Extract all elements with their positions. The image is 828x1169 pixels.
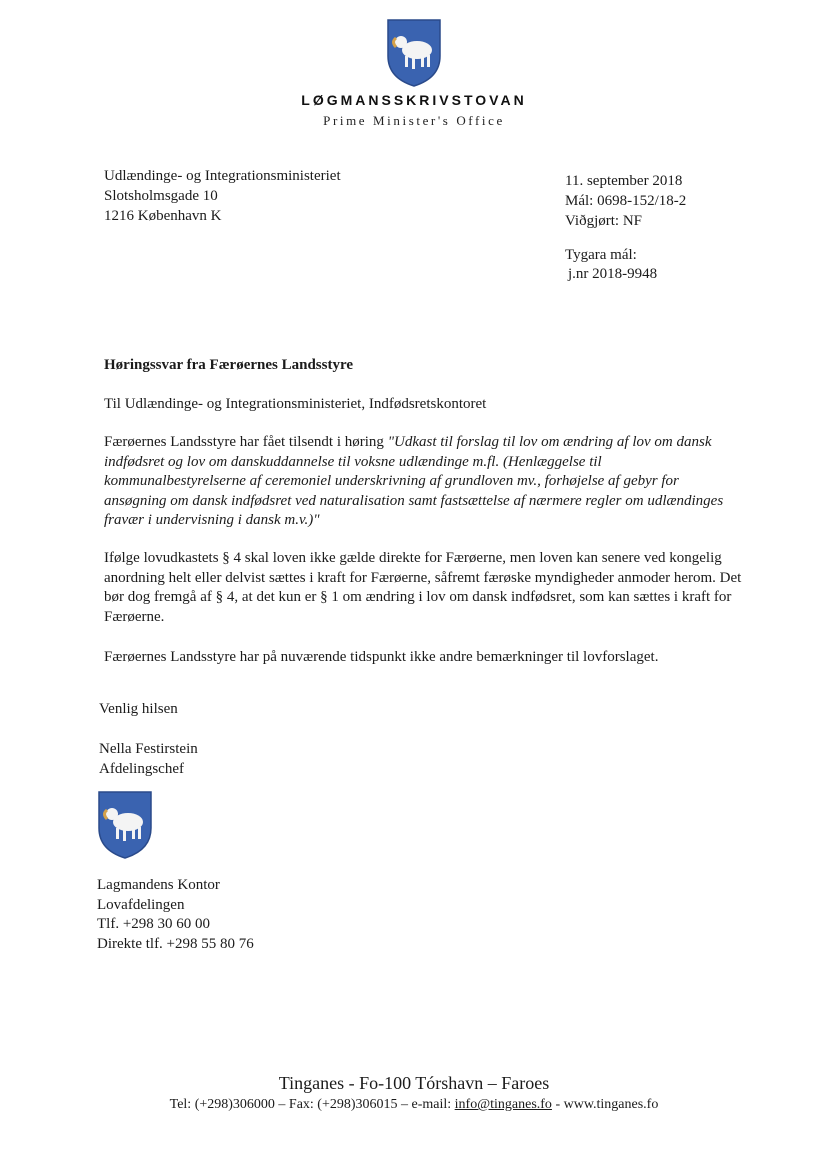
footer-website-link[interactable]: www.tinganes.fo: [563, 1097, 659, 1112]
handled-by: Viðgjørt: NF: [565, 213, 643, 229]
footer-contact: [0, 1097, 828, 1113]
signer-name: Nella Festirstein: [99, 741, 198, 757]
contact-phone: Tlf. +298 30 60 00: [97, 916, 211, 932]
contact-department: Lovafdelingen: [97, 896, 185, 913]
footer-address: Tinganes - Fo-100 Tórshavn – Faroes: [278, 1073, 550, 1093]
recipient-address: [104, 166, 341, 226]
letter-meta: [565, 171, 686, 231]
recipient-line3: 1216 København K: [104, 208, 222, 224]
contact-direct-phone: Direkte tlf. +298 55 80 76: [97, 935, 254, 952]
their-reference: [565, 246, 657, 284]
footer-separator: -: [551, 1097, 564, 1112]
letter-subject: Høringssvar fra Færøernes Landsstyre: [104, 357, 354, 373]
coat-of-arms-icon: [96, 790, 154, 860]
paragraph-3: Færøernes Landsstyre har på nuværende tidspunkt ikke andre bemærkninger til lovforslaget.: [104, 649, 659, 665]
paragraph-1: [104, 433, 744, 531]
office-subtitle: Prime Minister's Office: [323, 113, 505, 128]
signature-block: [99, 739, 198, 779]
letter-date: 11. september 2018: [565, 173, 683, 189]
recipient-line2: Slotsholmsgade 10: [104, 188, 218, 204]
paragraph-1-intro: Færøernes Landsstyre har fået tilsendt i høring: [104, 434, 388, 450]
recipient-line1: Udlændinge- og Integrationsministeriet: [104, 168, 341, 184]
their-reference-value: j.nr 2018-9948: [568, 266, 658, 282]
greeting: Venlig hilsen: [99, 701, 178, 717]
paragraph-1-quote: "Udkast til forslag til lov om ændring af lov om dansk indfødsret og lov om danskuddannelse til voksne udlændinge m.fl. (Henlæggelse til kommunalbestyrelserne af ceremoniel underskrivning af grundloven mv., forhøjelse af gebyr for ansøgning om dansk indfødsret ved naturalisation samt fastsættelse af nærmere regler om udlændinges fravær i undervisning i dansk m.v.)": [104, 434, 724, 528]
coat-of-arms-icon: [385, 18, 443, 88]
their-reference-label: Tygara mál:: [565, 247, 637, 263]
footer-email-link[interactable]: info@tinganes.fo: [454, 1097, 552, 1112]
addressee-line: Til Udlændinge- og Integrationsministeriet, Indfødsretskontoret: [104, 396, 487, 412]
footer-tel-fax: Tel: (+298)306000 – Fax: (+298)306015 – e-mail:: [169, 1097, 455, 1112]
contact-block: [97, 876, 254, 954]
contact-office: Lagmandens Kontor: [97, 877, 220, 893]
signer-title: Afdelingschef: [99, 761, 184, 777]
paragraph-2: Ifølge lovudkastets § 4 skal loven ikke gælde direkte for Færøerne, men loven kan senere ved kongelig anordning helt eller delvist sættes i kraft for Færøerne, såfremt færøske myndigheder anmoder herom. Det bør dog fremgå af § 4, at det kun er § 1 om ændring i lov om dansk indfødsret, som kan sættes i kraft for Færøerne.: [104, 550, 742, 625]
case-number: Mál: 0698-152/18-2: [565, 193, 687, 209]
office-name: LØGMANSSKRIVSTOVAN: [301, 92, 527, 108]
